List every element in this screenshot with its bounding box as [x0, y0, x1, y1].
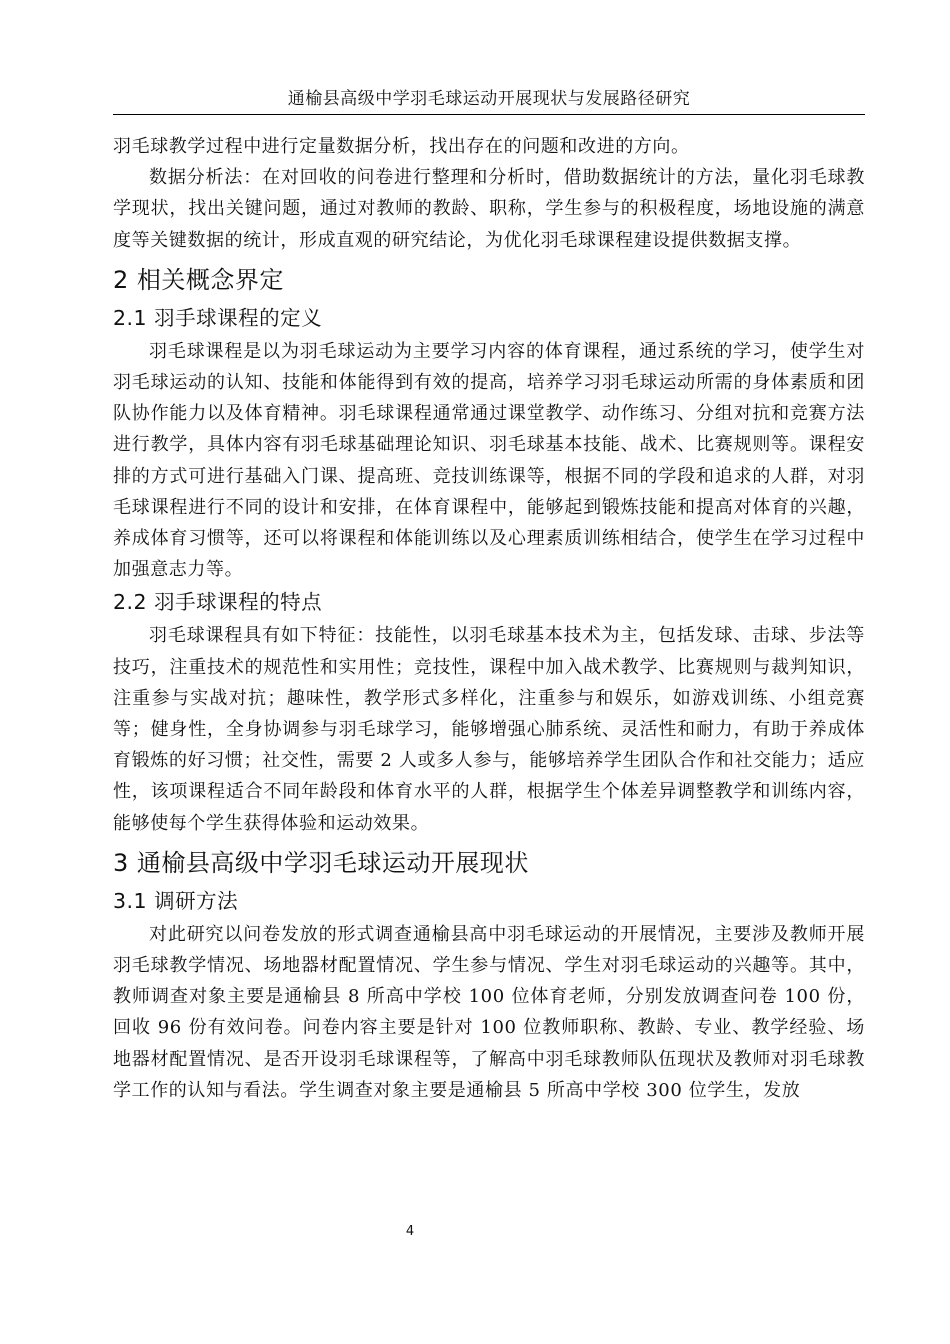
paragraph-data-analysis: 数据分析法：在对回收的问卷进行整理和分析时，借助数据统计的方法，量化羽毛球教学现状，找出关键问题，通过对教师的教龄、职称，学生参与的积极程度，场地设施的满意度等关键数据的统计，形成直观的研究结论，为优化羽毛球课程建设提供数据支撑。	[113, 167, 865, 251]
page-body	[113, 131, 865, 1106]
section-3-1-heading: 3.1 调研方法	[113, 888, 239, 913]
section-2-2-heading: 2.2 羽手球课程的特点	[113, 590, 323, 615]
section-2-heading: 2 相关概念界定	[113, 265, 284, 294]
paragraph-course-definition: 羽毛球课程是以为羽毛球运动为主要学习内容的体育课程，通过系统的学习，使学生对羽毛球运动的认知、技能和体能得到有效的提高，培养学习羽毛球运动所需的身体素质和团队协作能力以及体育精神。羽毛球课程通常通过课堂教学、动作练习、分组对抗和竞赛方法进行教学，具体内容有羽毛球基础理论知识、羽毛球基本技能、战术、比赛规则等。课程安排的方式可进行基础入门课、提高班、竞技训练课等，根据不同的学段和追求的人群，对羽毛球课程进行不同的设计和安排，在体育课程中，能够起到锻炼技能和提高对体育的兴趣，养成体育习惯等，还可以将课程和体能训练以及心理素质训练相结合，使学生在学习过程中加强意志力等。	[113, 340, 865, 581]
section-3-heading: 3 通榆县高级中学羽毛球运动开展现状	[113, 848, 529, 877]
section-2-1-heading: 2.1 羽手球课程的定义	[113, 305, 323, 330]
paragraph-survey-method: 对此研究以问卷发放的形式调查通榆县高中羽毛球运动的开展情况，主要涉及教师开展羽毛球教学情况、场地器材配置情况、学生参与情况、学生对羽毛球运动的兴趣等。其中，教师调查对象主要是通榆县 8 所高中学校 100 位体育老师，分别发放调查问卷 100 份，回收 96 份有效问卷。问卷内容主要是针对 100 位教师职称、教龄、专业、教学经验、场地器材配置情况、是否开设羽毛球课程等，了解高中羽毛球教师队伍现状及教师对羽毛球教学工作的认知与看法。学生调查对象主要是通榆县 5 所高中学校 300 位学生，发放	[113, 923, 865, 1101]
page-number: 4	[405, 1224, 415, 1239]
header-divider	[113, 114, 865, 115]
paragraph-course-features: 羽毛球课程具有如下特征：技能性，以羽毛球基本技术为主，包括发球、击球、步法等技巧，注重技术的规范性和实用性；竞技性，课程中加入战术教学、比赛规则与裁判知识，注重参与实战对抗；趣味性，教学形式多样化，注重参与和娱乐，如游戏训练、小组竞赛等；健身性，全身协调参与羽毛球学习，能够增强心肺系统、灵活性和耐力，有助于养成体育锻炼的好习惯；社交性，需要 2 人或多人参与，能够培养学生团队合作和社交能力；适应性，该项课程适合不同年龄段和体育水平的人群，根据学生个体差异调整教学和训练内容，能够使每个学生获得体验和运动效果。	[113, 625, 865, 834]
running-header: 通榆县高级中学羽毛球运动开展现状与发展路径研究	[287, 89, 691, 109]
paragraph-continued: 羽毛球教学过程中进行定量数据分析，找出存在的问题和改进的方向。	[113, 136, 690, 157]
